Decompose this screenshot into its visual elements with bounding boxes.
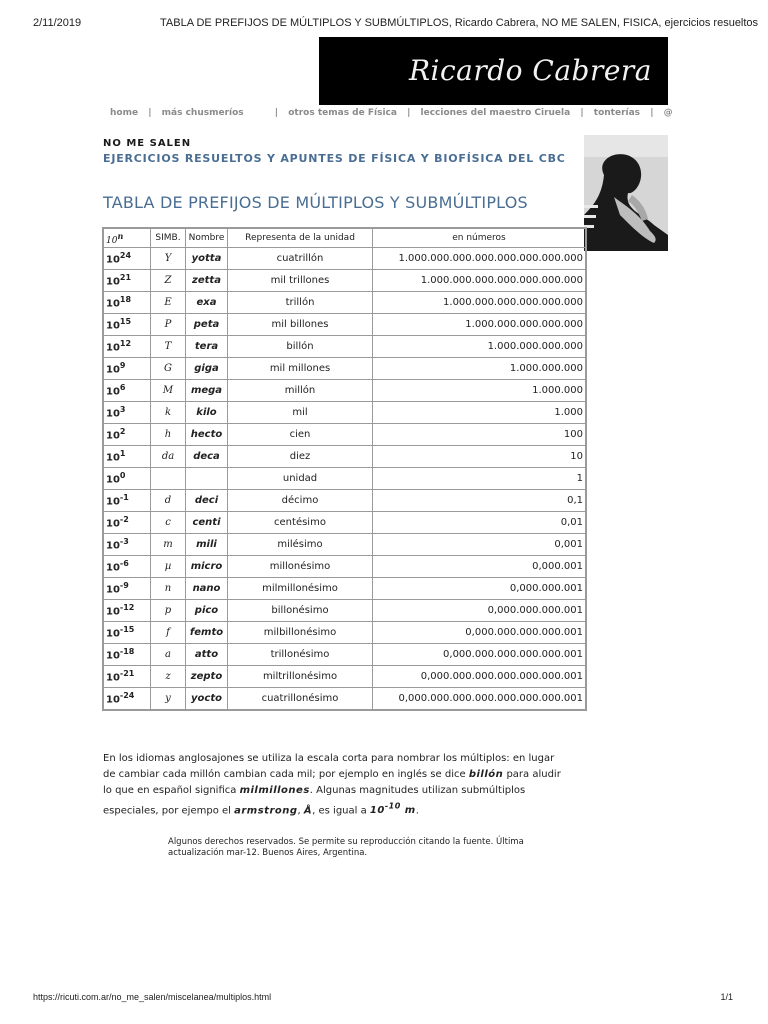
term-angstrom: Å [303,805,313,817]
para-text: . [415,805,419,817]
prefix-name-cell: deci [186,490,228,512]
power-base: 10 [106,452,120,464]
power-base: 10 [106,650,120,662]
para-text: especiales, por ejempo el [103,805,231,817]
symbol-cell: m [151,534,186,556]
represents-cell: mil millones [228,358,373,380]
table-row [103,688,586,711]
represents-cell: milésimo [228,534,373,556]
power-base: 10 [106,540,120,552]
number-cell: 0,000.000.000.000.001 [373,622,587,644]
top-nav [110,108,673,118]
explanation-paragraph [103,751,583,819]
table-row [103,468,586,490]
represents-cell: centésimo [228,512,373,534]
power-exponent: -9 [119,581,129,591]
power-cell [103,512,151,534]
author-photo [584,135,668,251]
symbol-cell: G [151,358,186,380]
power-base: 10 [106,518,120,530]
nav-otros-temas[interactable]: otros temas de Física [288,108,397,118]
nav-separator: | [650,108,654,118]
header-numbers: en números [373,228,587,248]
para-text: , es igual a [312,805,367,817]
number-cell: 1.000.000.000.000.000 [373,314,587,336]
represents-cell: unidad [228,468,373,490]
represents-cell: cuatrillonésimo [228,688,373,711]
nav-home[interactable]: home [110,108,139,118]
power-cell [103,292,151,314]
power-exp: -10 [384,802,401,811]
power-exponent: -12 [119,603,135,613]
table-row [103,578,586,600]
prefix-table [102,227,587,711]
table-row [103,600,586,622]
header-name: Nombre [186,228,228,248]
term-armstrong: armstrong [234,805,298,817]
power-exponent: 18 [119,295,132,305]
table-row [103,314,586,336]
power-base: 10 [106,430,120,442]
number-cell: 10 [373,446,587,468]
number-cell: 1.000 [373,402,587,424]
prefix-name-cell: peta [186,314,228,336]
number-cell: 0,000.001 [373,556,587,578]
power-cell [103,666,151,688]
represents-cell: décimo [228,490,373,512]
prefix-name-cell: pico [186,600,228,622]
power-base: 10 [369,805,385,817]
symbol-cell: Z [151,270,186,292]
number-cell: 0,01 [373,512,587,534]
symbol-cell: µ [151,556,186,578]
power-exponent: -2 [119,515,129,525]
number-cell: 1.000.000.000 [373,358,587,380]
represents-cell: billonésimo [228,600,373,622]
represents-cell: miltrillonésimo [228,666,373,688]
number-cell: 0,1 [373,490,587,512]
prefix-name-cell: giga [186,358,228,380]
prefix-name-cell: mili [186,534,228,556]
prefix-name-cell: atto [186,644,228,666]
prefix-name-cell: mega [186,380,228,402]
represents-cell: diez [228,446,373,468]
table-header-row [103,228,586,248]
power-exponent: 2 [119,427,126,437]
header-power [103,228,151,248]
print-url: https://ricuti.com.ar/no_me_salen/miscelanea/multiplos.html [33,992,272,1002]
represents-cell: mil trillones [228,270,373,292]
table-row [103,622,586,644]
power-cell [103,336,151,358]
power-cell [103,622,151,644]
para-text: , [297,805,301,817]
para-line-1: En los idiomas anglosajones se utiliza la escala corta para nombrar los múltiplos: en lugar [103,753,555,764]
prefix-name-cell: nano [186,578,228,600]
site-name: NO ME SALEN [103,138,192,149]
header-represents: Representa de la unidad [228,228,373,248]
represents-cell: trillonésimo [228,644,373,666]
power-exponent: 9 [119,361,126,371]
power-exponent: 0 [119,471,126,481]
prefix-name-cell: kilo [186,402,228,424]
number-cell: 1.000.000.000.000 [373,336,587,358]
number-cell: 1 [373,468,587,490]
header-power-exp: n [117,230,124,241]
power-base: 10 [106,276,120,288]
power-cell [103,402,151,424]
power-cell [103,534,151,556]
nav-email[interactable]: @ [663,108,673,118]
table-row [103,336,586,358]
term-billon: billón [468,769,504,780]
nav-tonterias[interactable]: tonterías [593,108,641,118]
power-base: 10 [106,364,120,376]
power-base: 10 [106,606,120,618]
power-base: 10 [106,672,120,684]
represents-cell: billón [228,336,373,358]
number-cell: 0,001 [373,534,587,556]
represents-cell: mil billones [228,314,373,336]
symbol-cell: M [151,380,186,402]
symbol-cell: da [151,446,186,468]
number-cell: 1.000.000.000.000.000.000.000 [373,270,587,292]
power-exponent: -3 [119,537,129,547]
symbol-cell: y [151,688,186,711]
term-power [369,802,416,817]
header-symbol: SIMB. [151,228,186,248]
symbol-cell: Y [151,248,186,270]
power-cell [103,600,151,622]
power-base: 10 [106,496,120,508]
represents-cell: cuatrillón [228,248,373,270]
number-cell: 0,000.000.000.000.000.000.001 [373,666,587,688]
power-base: 10 [106,386,120,398]
rights-line-2: actualización mar-12. Buenos Aires, Argentina. [168,848,368,858]
symbol-cell: P [151,314,186,336]
para-line-2 [103,767,583,783]
power-cell [103,446,151,468]
nav-separator: | [148,108,152,118]
para-text: para aludir [506,769,561,780]
prefix-name-cell: hecto [186,424,228,446]
power-cell [103,688,151,711]
nav-separator: | [580,108,584,118]
nav-separator: | [407,108,411,118]
table-row [103,512,586,534]
site-banner[interactable] [319,37,668,105]
power-base: 10 [106,584,120,596]
table-row [103,490,586,512]
power-exponent: -6 [119,559,129,569]
power-exponent: -24 [119,691,135,701]
prefix-name-cell: exa [186,292,228,314]
symbol-cell [151,468,186,490]
number-cell: 1.000.000.000.000.000.000.000.000 [373,248,587,270]
represents-cell: milmillonésimo [228,578,373,600]
power-cell [103,424,151,446]
print-date: 2/11/2019 [33,17,82,29]
table-row [103,534,586,556]
power-exponent: 24 [119,251,132,261]
symbol-cell: a [151,644,186,666]
power-cell [103,468,151,490]
power-exponent: -1 [119,493,129,503]
power-cell [103,490,151,512]
power-base: 10 [106,694,120,706]
header-power-base: 10 [106,235,118,246]
represents-cell: cien [228,424,373,446]
power-base: 10 [106,320,120,332]
rights-line-1: Algunos derechos reservados. Se permite su reproducción citando la fuente. Última [168,837,524,847]
number-cell: 0,000.000.000.000.000.001 [373,644,587,666]
represents-cell: mil [228,402,373,424]
power-base: 10 [106,474,120,486]
table-row [103,292,586,314]
symbol-cell: d [151,490,186,512]
site-subtitle: EJERCICIOS RESUELTOS Y APUNTES DE FÍSICA Y BIOFÍSICA DEL CBC [103,152,566,165]
power-exponent: -18 [119,647,135,657]
power-unit: m [404,805,416,817]
print-page-title: TABLA DE PREFIJOS DE MÚLTIPLOS Y SUBMÚLTIPLOS, Ricardo Cabrera, NO ME SALEN, FISICA, ejercicios resueltos [160,17,759,29]
power-exponent: 1 [119,449,126,459]
prefix-name-cell: centi [186,512,228,534]
table-row [103,380,586,402]
number-cell: 0,000.000.000.000.000.000.000.001 [373,688,587,711]
table-row [103,358,586,380]
prefix-name-cell [186,468,228,490]
rights-notice [168,837,568,859]
power-exponent: 3 [119,405,126,415]
table-row [103,424,586,446]
para-line-3 [103,783,583,799]
prefix-name-cell: femto [186,622,228,644]
power-cell [103,248,151,270]
power-exponent: 6 [119,383,126,393]
prefix-name-cell: zetta [186,270,228,292]
prefix-name-cell: tera [186,336,228,358]
symbol-cell: f [151,622,186,644]
banner-signature: Ricardo Cabrera [408,54,652,87]
table-body [103,248,586,711]
represents-cell: millonésimo [228,556,373,578]
para-text: . Algunas magnitudes utilizan submúltiplos [309,785,526,796]
power-base: 10 [106,628,120,640]
para-line-4 [103,799,583,819]
number-cell: 100 [373,424,587,446]
prefix-name-cell: micro [186,556,228,578]
number-cell: 0,000.000.001 [373,578,587,600]
print-page-number: 1/1 [720,992,733,1002]
power-exponent: 21 [119,273,132,283]
power-cell [103,644,151,666]
power-base: 10 [106,342,120,354]
symbol-cell: k [151,402,186,424]
para-text: de cambiar cada millón cambian cada mil; por ejemplo en inglés se dice [103,769,466,780]
power-cell [103,380,151,402]
symbol-cell: p [151,600,186,622]
represents-cell: trillón [228,292,373,314]
power-base: 10 [106,562,120,574]
power-exponent: 15 [119,317,132,327]
prefix-name-cell: deca [186,446,228,468]
table-row [103,666,586,688]
symbol-cell: z [151,666,186,688]
number-cell: 0,000.000.000.001 [373,600,587,622]
symbol-cell: c [151,512,186,534]
power-exponent: 12 [119,339,132,349]
power-base: 10 [106,408,120,420]
symbol-cell: T [151,336,186,358]
prefix-name-cell: yocto [186,688,228,711]
symbol-cell: E [151,292,186,314]
nav-lecciones[interactable]: lecciones del maestro Ciruela [420,108,571,118]
power-cell [103,556,151,578]
print-header [0,17,768,31]
power-base: 10 [106,298,120,310]
table-row [103,446,586,468]
number-cell: 1.000.000 [373,380,587,402]
prefix-name-cell: zepto [186,666,228,688]
represents-cell: milbillonésimo [228,622,373,644]
power-exponent: -15 [119,625,135,635]
table-row [103,644,586,666]
power-cell [103,358,151,380]
table-row [103,402,586,424]
power-cell [103,578,151,600]
nav-chusmerios[interactable]: más chusmeríos [161,108,244,118]
power-cell [103,270,151,292]
prefix-name-cell: yotta [186,248,228,270]
power-cell [103,314,151,336]
number-cell: 1.000.000.000.000.000.000 [373,292,587,314]
print-footer [0,992,768,1006]
table-row [103,556,586,578]
symbol-cell: h [151,424,186,446]
page-title: TABLA DE PREFIJOS DE MÚLTIPLOS Y SUBMÚLTIPLOS [103,193,528,212]
term-milmillones: milmillones [239,785,310,796]
nav-separator: | [274,108,279,118]
para-text: lo que en español significa [103,785,237,796]
power-base: 10 [106,254,120,266]
represents-cell: millón [228,380,373,402]
symbol-cell: n [151,578,186,600]
table-row [103,248,586,270]
table-row [103,270,586,292]
power-exponent: -21 [119,669,135,679]
